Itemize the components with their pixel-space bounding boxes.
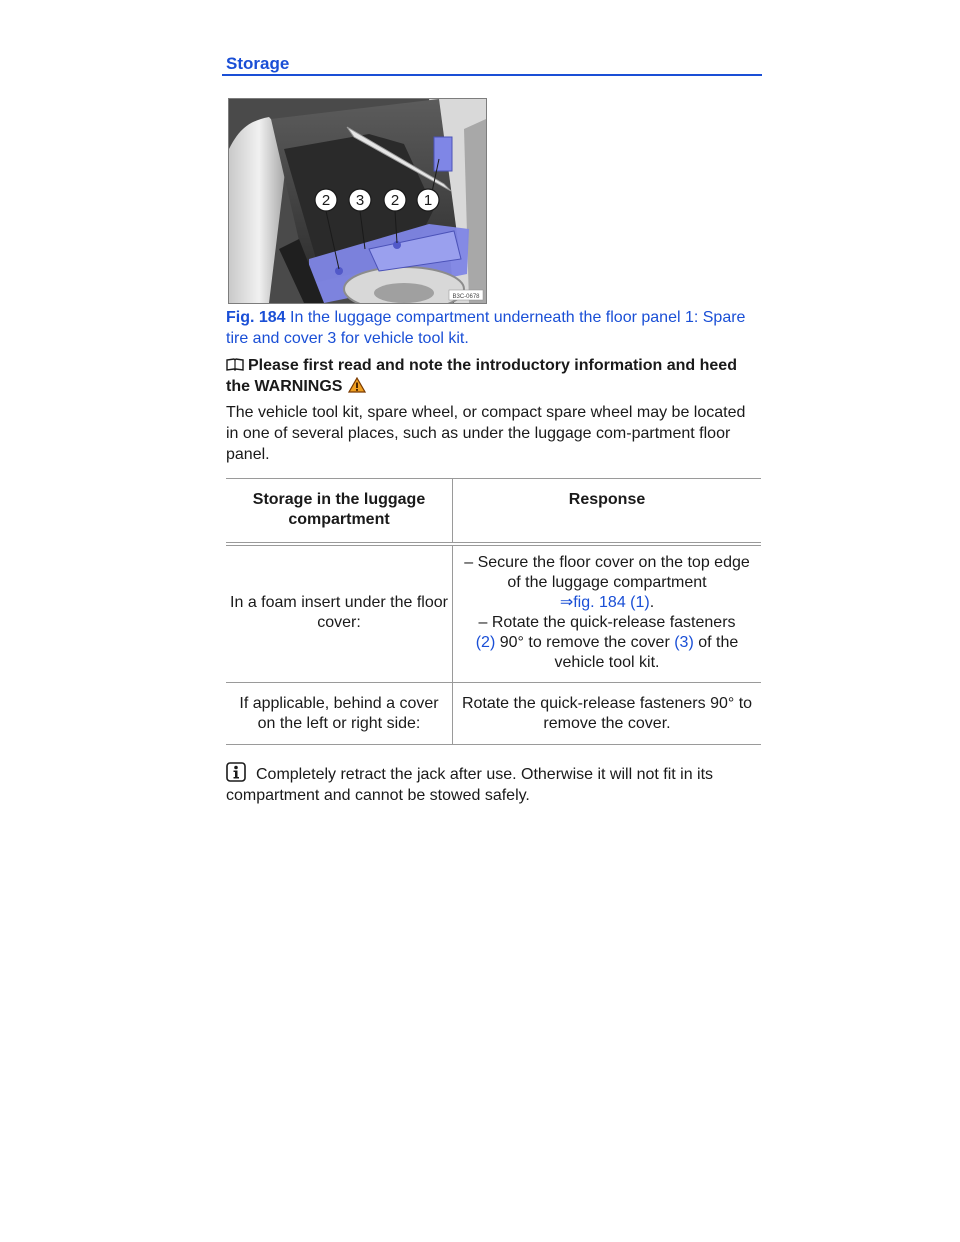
callout-2a: 2: [321, 192, 331, 209]
row1-response: [453, 544, 762, 683]
callout-1: 1: [423, 192, 433, 209]
row1-step1-text: – Secure the floor cover on the top edge of the luggage compartment: [464, 554, 750, 591]
header-storage: Storage in the luggage compartment: [226, 479, 453, 545]
title-rule: [222, 74, 762, 76]
figure-code: B3C-0678: [452, 294, 480, 300]
table-row: [226, 683, 761, 745]
figure-luggage-compartment: [228, 98, 487, 304]
storage-table: [226, 478, 761, 745]
table-row: [226, 544, 761, 683]
figure-illustration: [229, 99, 486, 303]
table-header-row: [226, 479, 761, 545]
section-title: Storage: [226, 54, 290, 73]
ref-2-link[interactable]: (2): [475, 634, 496, 651]
callout-3: 3: [355, 192, 365, 209]
header-response: Response: [453, 479, 762, 545]
figure-caption: [226, 307, 756, 349]
open-book-icon: [226, 356, 244, 369]
note-text: Completely retract the jack after use. Otherwise it will not fit in its compartment and cannot be stowed safely.: [226, 766, 714, 804]
callout-2b: 2: [390, 192, 400, 209]
caption-label: Fig. 184: [226, 309, 286, 326]
caption-text: In the luggage compartment underneath the floor panel 1: Spare tire and cover 3 for vehicle tool kit.: [226, 309, 746, 347]
intro-notice: [226, 355, 756, 397]
row2-response: Rotate the quick-release fasteners 90° to remove the cover.: [453, 683, 762, 745]
row1-location: In a foam insert under the floor cover:: [226, 544, 453, 683]
row1-step2-mid: 90° to remove the cover: [495, 634, 675, 651]
row1-step2-end: of the vehicle tool kit.: [554, 634, 739, 671]
info-icon: [226, 762, 246, 782]
fig-184-link[interactable]: ⇒fig. 184 (1): [559, 594, 650, 611]
row1-step2-text: – Rotate the quick-release fasteners: [478, 614, 736, 631]
row2-location: If applicable, behind a cover on the left or right side:: [226, 683, 453, 745]
body-paragraph: The vehicle tool kit, spare wheel, or compact spare wheel may be located in one of several places, such as under the luggage com-partment floor panel.: [226, 404, 746, 463]
row1-step1-end: .: [649, 594, 655, 611]
intro-text: Please first read and note the introductory information and heed the WARNINGS: [226, 357, 737, 395]
ref-3-link[interactable]: (3): [674, 634, 694, 651]
warning-triangle-icon: [348, 377, 366, 393]
info-note: [226, 762, 766, 806]
